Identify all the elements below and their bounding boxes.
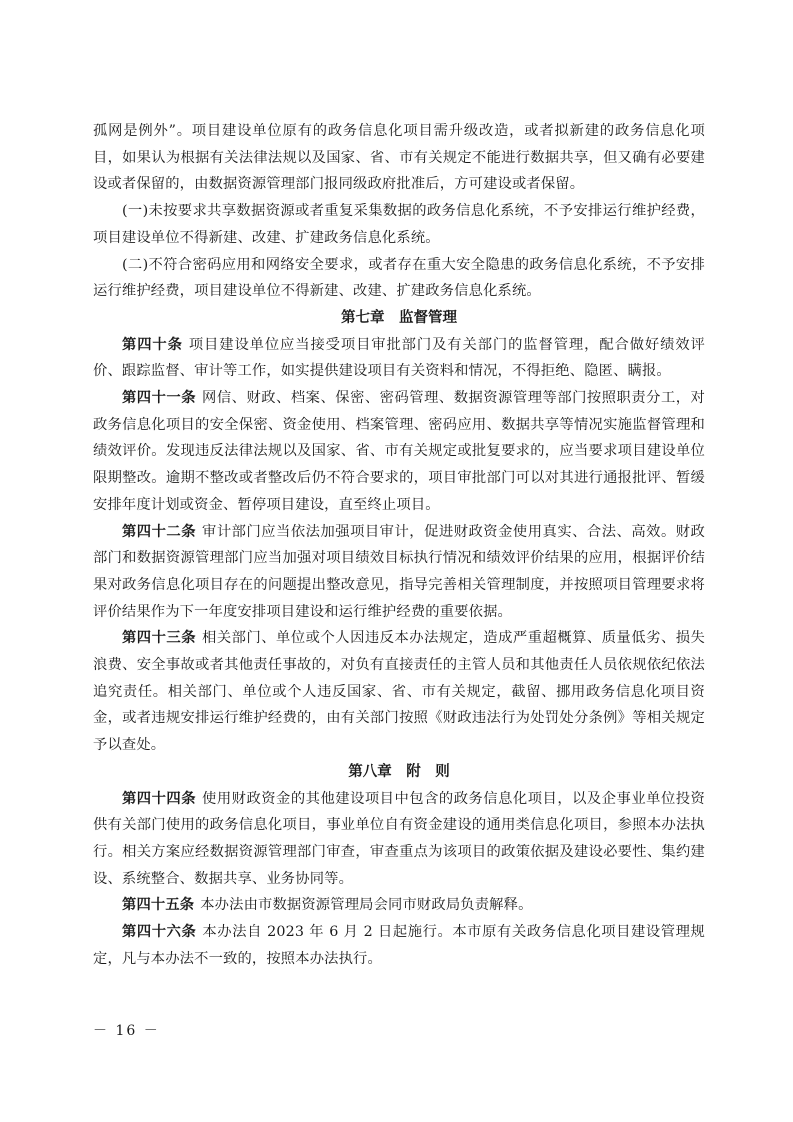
article-46	[93, 919, 705, 972]
article-text: 使用财政资金的其他建设项目中包含的政务信息化项目，以及企事业单位投资供有关部门使用的政务信息化项目，事业单位自有资金建设的通用类信息化项目，参照本办法执行。相关方案应经数据资源管理部门审查，审查重点为该项目的政策依据及建设必要性、集约建设、系统整合、数据共享、业务协同等。	[93, 790, 705, 887]
paragraph-item-1: (一)未按要求共享数据资源或者重复采集数据的政务信息化系统，不予安排运行维护经费，项目建设单位不得新建、改建、扩建政务信息化系统。	[93, 203, 705, 246]
article-number: 第四十六条	[122, 924, 197, 941]
article-40	[93, 332, 705, 385]
article-number: 第四十条	[122, 336, 183, 353]
article-number: 第四十四条	[122, 790, 197, 807]
article-text: 相关部门、单位或个人因违反本办法规定，造成严重超概算、质量低劣、损失浪费、安全事故或者其他责任事故的，对负有直接责任的主管人员和其他责任人员依规依纪依法追究责任。相关部门、单位或个人违反国家、省、市有关规定，截留、挪用政务信息化项目资金，或者违规安排运行维护经费的，由有关部门按照《财政违法行为处罚处分条例》等相关规定予以查处。	[93, 630, 705, 754]
article-42	[93, 519, 705, 626]
chapter-heading-8: 第八章 附 则	[348, 762, 450, 780]
article-45	[93, 892, 705, 919]
article-number: 第四十二条	[122, 523, 197, 540]
article-text: 项目建设单位应当接受项目审批部门及有关部门的监督管理，配合做好绩效评价、跟踪监督、审计等工作，如实提供建设项目有关资料和情况，不得拒绝、隐匿、瞒报。	[93, 336, 705, 380]
article-text: 审计部门应当依法加强项目审计，促进财政资金使用真实、合法、高效。财政部门和数据资源管理部门应当加强对项目绩效目标执行情况和绩效评价结果的应用，根据评价结果对政务信息化项目存在的问题提出整改意见，指导完善相关管理制度，并按照项目管理要求将评价结果作为下一年度安排项目建设和运行维护经费的重要依据。	[93, 523, 705, 620]
article-number: 第四十一条	[122, 390, 197, 407]
article-number: 第四十三条	[122, 630, 197, 647]
document-body	[93, 118, 705, 973]
article-44	[93, 786, 705, 893]
paragraph-item-2: (二)不符合密码应用和网络安全要求，或者存在重大安全隐患的政务信息化系统，不予安排运行维护经费，项目建设单位不得新建、改建、扩建政务信息化系统。	[93, 256, 705, 300]
page-number: － 16 －	[93, 1023, 160, 1039]
article-41	[93, 385, 705, 519]
article-number: 第四十五条	[122, 897, 195, 914]
article-text: 本办法由市数据资源管理局会同市财政局负责解释。	[200, 897, 533, 914]
paragraph-continuation: 孤网是例外”。项目建设单位原有的政务信息化项目需升级改造，或者拟新建的政务信息化项目，如果认为根据有关法律法规以及国家、省、市有关规定不能进行数据共享，但又确有必要建设或者保留的，由数据资源管理部门报同级政府批准后，方可建设或者保留。	[93, 123, 705, 193]
chapter-heading-7: 第七章 监督管理	[341, 308, 457, 326]
article-text: 网信、财政、档案、保密、密码管理、数据资源管理等部门按照职责分工，对政务信息化项目的安全保密、资金使用、档案管理、密码应用、数据共享等情况实施监督管理和绩效评价。发现违反法律法规以及国家、省、市有关规定或批复要求的，应当要求项目建设单位限期整改。逾期不整改或者整改后仍不符合要求的，项目审批部门可以对其进行通报批评、暂缓安排年度计划或资金、暂停项目建设，直至终止项目。	[93, 390, 705, 513]
article-text: 本办法自 2023 年 6 月 2 日起施行。本市原有关政务信息化项目建设管理规定，凡与本办法不一致的，按照本办法执行。	[93, 924, 705, 967]
article-43	[93, 625, 705, 759]
